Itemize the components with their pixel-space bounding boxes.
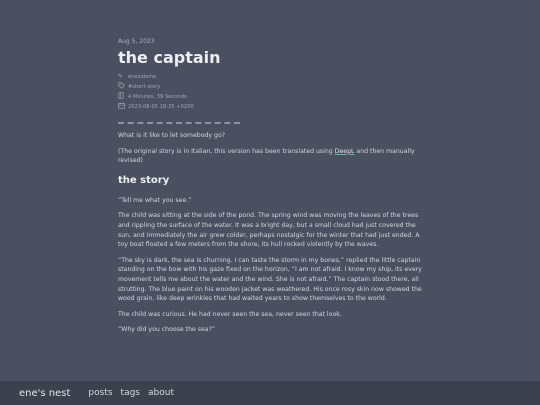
story-paragraph: “Tell me what you see.” (118, 196, 192, 204)
story-paragraph: “The sky is dark, the sea is churning. I can taste the storm in my bones,” replied the little captain standing on the bow with his gaze fixed on the horizon, “I am not afraid. I know my ship, its every movement tells me about the water and the wind. She is not afraid.” The captain stood there, all strutting. The blue paint on his wooden jacket was weathered. His once rosy skin now showed the wood grain, like deep wrinkles that had waited years to show themselves to the world. (118, 256, 422, 303)
story-paragraph: “Why did you choose the sea?” (118, 326, 216, 334)
site-footer-nav (0, 381, 540, 405)
meta-tag-value[interactable]: #short story (128, 84, 161, 90)
meta-tags (118, 82, 424, 92)
nav-tags-link[interactable]: tags (120, 388, 140, 398)
note-text-after: and then manually revised) (118, 147, 415, 165)
meta-timestamp (118, 102, 424, 112)
meta-reading-time (118, 92, 424, 102)
post-date: Aug 5, 2023 (118, 38, 155, 45)
nav-about-link[interactable]: about (148, 388, 174, 398)
story-paragraph: The child was sitting at the side of the pond. The spring wind was moving the leaves of the trees and rippling the surface of the water. It was a bright day, but a small cloud had just covered the sun, and immediately the air grew colder, perhaps nostalgic for the winter that had just ended. A toy boat floated a few meters from the shore, its hull rocked violently by the waves. (118, 212, 420, 249)
post-title: the captain (118, 48, 221, 67)
meta-author (118, 72, 424, 82)
calendar-icon (118, 102, 128, 113)
deepl-link[interactable]: DeepL (334, 147, 355, 155)
meta-timestamp-value: 2023-08-05 18:35 +0200 (128, 104, 194, 110)
intro-paragraph: What is it like to let somebody go? (118, 132, 226, 139)
note-text-before: (The original story is in Italian, this version has been translated using (118, 147, 335, 155)
pencil-icon: ✎ (118, 73, 124, 80)
translation-note (118, 147, 424, 166)
story-paragraph: The child was curious. He had never seen the sea, never seen that look. (118, 310, 342, 318)
nav-posts-link[interactable]: posts (88, 388, 113, 398)
meta-reading-time-value: 4 Minutes, 39 Seconds (128, 94, 187, 100)
meta-author-value[interactable]: enesidemo (128, 74, 157, 80)
section-heading: the story (118, 174, 170, 186)
site-brand-link[interactable]: ene's nest (19, 387, 71, 399)
divider (118, 122, 240, 124)
post-article (118, 38, 424, 341)
